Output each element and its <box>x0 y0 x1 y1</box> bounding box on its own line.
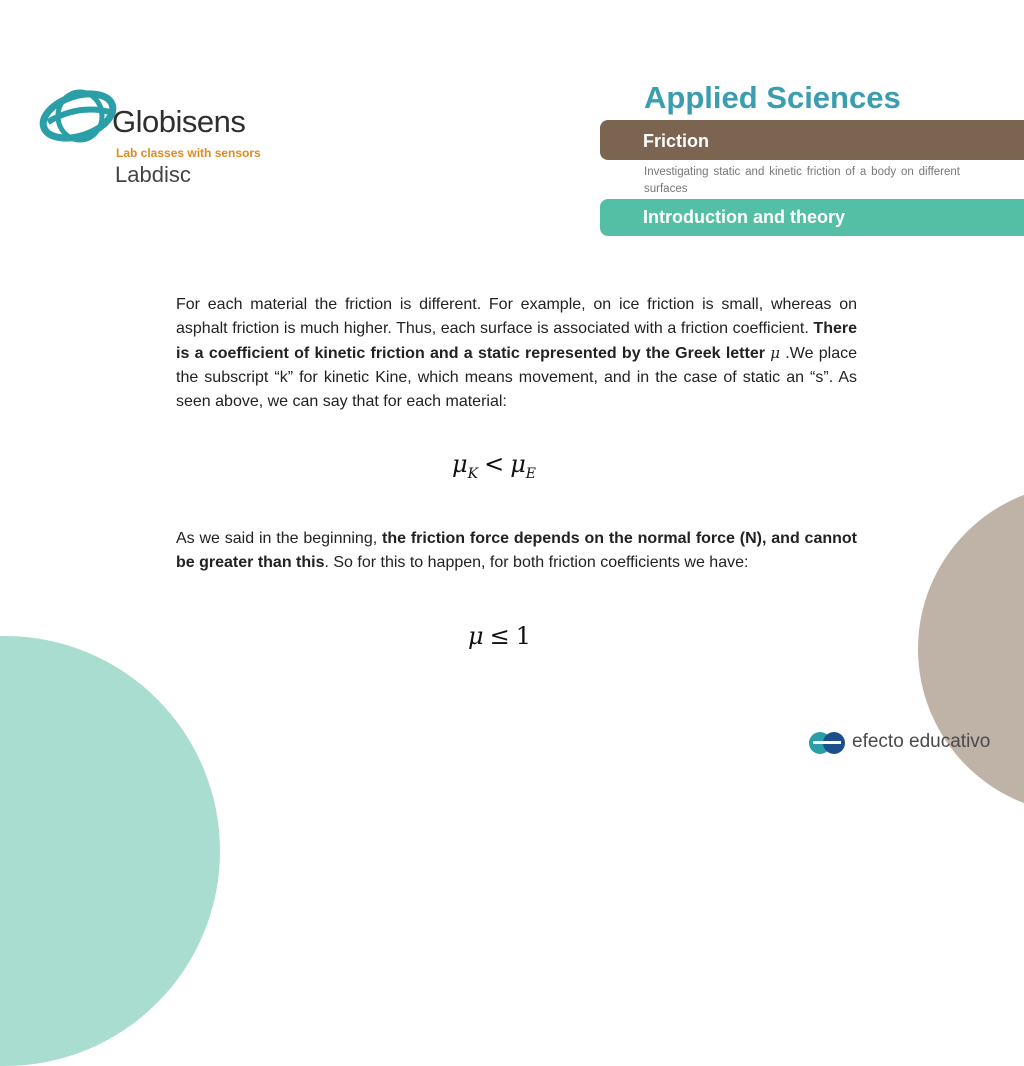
formula-mu-k-less-mu-e <box>452 450 536 482</box>
formula1-sub-2: E <box>525 465 537 482</box>
decorative-arc-left <box>0 636 220 1066</box>
chapter-bar <box>600 199 1024 236</box>
p1-text-a: For each material the friction is different. For example, on ice friction is small, whereas on asphalt friction is much higher. Thus, each surface is associated with a friction coefficient. <box>176 296 857 337</box>
efecto-educativo-logo <box>808 728 990 756</box>
logo-tagline: Lab classes with sensors <box>116 146 261 160</box>
formula2-operator: ≤ <box>489 622 510 650</box>
paragraph-normal-force <box>176 527 857 575</box>
logo-name: Globisens <box>112 104 246 139</box>
p2-text-b: . So for this to happen, for both friction coefficients we have: <box>324 554 749 571</box>
p1-text-b: .We place the subscript “k” for kinetic Kine, which means movement, and in the case of static an “s”. As seen above, we can say that for each material: <box>176 345 858 410</box>
logo-product: Labdisc <box>115 162 191 187</box>
formula-mu-le-one <box>468 622 531 650</box>
formula1-operator: < <box>484 450 505 478</box>
paragraph-friction-coefficient <box>176 293 857 414</box>
topic-label: Friction <box>643 131 709 151</box>
formula2-mu: μ <box>468 622 484 650</box>
formula1-mu-2: μ <box>510 450 526 478</box>
footer-brand: efecto educativo <box>852 731 991 752</box>
globisens-logo <box>38 82 278 192</box>
p2-text-a: As we said in the beginning, <box>176 530 382 547</box>
chapter-label: Introduction and theory <box>643 207 845 227</box>
formula2-value: 1 <box>515 622 531 650</box>
formula1-mu-1: μ <box>452 450 468 478</box>
decorative-arc-right <box>918 484 1024 814</box>
formula1-sub-1: K <box>467 465 479 482</box>
topic-bar <box>600 120 1024 160</box>
p2-bold: the friction force depends on the normal force (N), and cannot be greater than this <box>176 530 857 571</box>
p1-mu-symbol: μ <box>770 344 781 362</box>
topic-subtitle: Investigating static and kinetic friction of a body on different surfaces <box>644 166 960 195</box>
p1-bold: There is a coefficient of kinetic friction and a static represented by the Greek letter <box>176 320 857 362</box>
section-title: Applied Sciences <box>644 80 901 115</box>
globe-swirl-icon <box>38 82 118 152</box>
ee-logo-icon <box>808 728 846 756</box>
